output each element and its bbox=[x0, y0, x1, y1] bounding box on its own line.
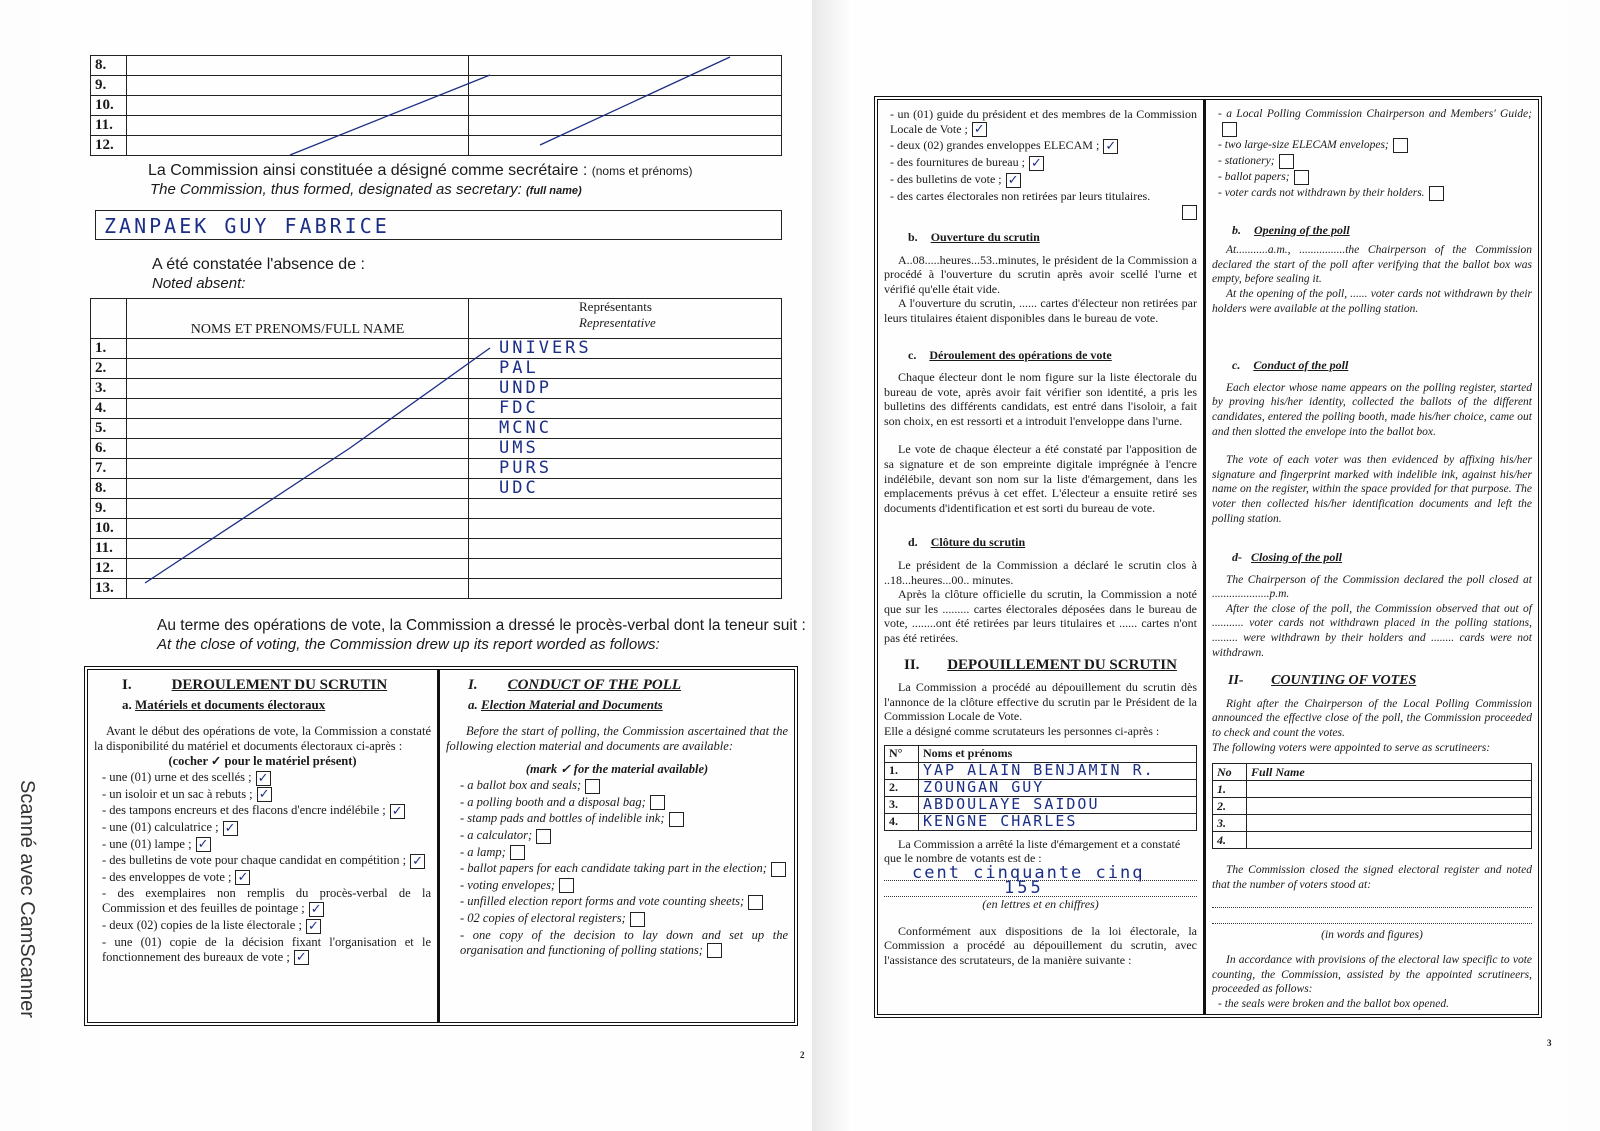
checkbox[interactable] bbox=[650, 795, 665, 810]
table-row: 4. KENGNE CHARLES bbox=[885, 813, 1197, 830]
material-item: - voter cards not withdrawn by their holders. bbox=[1218, 186, 1532, 201]
right-fr-column: - un (01) guide du président et des membres de la Commission Locale de Vote ; ✓ - deux (02) grandes enveloppes ELECAM ; ✓ - des fournitures de bureau ; ✓ - des bulletins de vote ; ✓ - des cartes électorales non retirées par leurs titulaires. b. Ouverture du scrutin A..08.....heures...53..minutes, le président de la Commission a procédé à l'ouverture du scrutin après avoir scellé l'urne et vérifié qu'elle était vide. A l'ouverture du scrutin, ...... cartes d'électeur non retirées par leurs titulaires étaient disponibles dans le bureau de vote. c. Déroulement des opérations de vote Chaque électeur dont le nom figure sur la liste électorale du bureau de vote, après avoir fait vérifier son identité, a pris les bulletins des différents candidats, est entré dans l'isoloir, a fait son choix, en est ressorti et a introduit l'enveloppe dans l'urne. Le vote de chaque électeur a été constaté par l'apposition de sa signature et de son empreinte digitale imprégnée à l'encre indélébile, devant son nom sur la liste d'émargement, dans les emplacements prévus à cet effet. L'électeur a ensuite retiré ses documents d'identification et est sorti du bureau de vote. d. Clôture du scrutin Le président de la Commission a déclaré le scrutin clos à ..18...heures...00.. minutes. Après la clôture officielle du scrutin, la Commission a noté que sur les ......... cartes électorales déposées dans le bureau de vote, ........ont été retirées par leurs titulaires et ...... cartes n'ont pas été retirées. II. DEPOUILLEMENT DU SCRUTIN La Commission a procédé au dépouillement du scrutin dès l'annonce de la clôture effective du scrutin par le Président de la Commission Locale de Vote. Elle a désigné comme scrutateurs les personnes ci-après : N° Noms et prénoms 1. YAP ALAIN BENJAMIN R. 2. ZOUNGAN GUY 3. ABDOULAYE SAIDOU 4. KENGNE CHARLES La Commission a arrêté la liste d'émargement et a constaté que le nombre de votants est de : cent cinquante cinq 155 (en lettres et en chiffres) Conformément aux dispositions de la loi électorale, la Commission a procédé au dépouillement du scrutin, avec l'assistance des scrutateurs, de la manière suivante : bbox=[878, 100, 1206, 1014]
right-page bbox=[852, 0, 1567, 1131]
table-row: 12. bbox=[91, 559, 782, 579]
absent-strike-line bbox=[90, 338, 782, 590]
voters-figure: 155 bbox=[884, 881, 1197, 897]
checkbox[interactable]: ✓ bbox=[257, 787, 272, 802]
table-row: 3. ABDOULAYE SAIDOU bbox=[885, 796, 1197, 813]
material-item: - one copy of the decision to lay down and set up the organisation and functioning of polling stations; bbox=[460, 927, 788, 957]
checkbox[interactable] bbox=[536, 829, 551, 844]
material-item: - unfilled election report forms and vote counting sheets; bbox=[460, 894, 788, 910]
table-row: 2. ZOUNGAN GUY bbox=[885, 779, 1197, 796]
checkbox[interactable]: ✓ bbox=[972, 122, 987, 137]
table-row: 1. YAP ALAIN BENJAMIN R. bbox=[885, 762, 1197, 779]
checkbox[interactable] bbox=[669, 812, 684, 827]
voters-words: cent cinquante cinq bbox=[884, 866, 1197, 882]
checkbox[interactable] bbox=[771, 862, 786, 877]
checkbox[interactable]: ✓ bbox=[1006, 173, 1021, 188]
checkbox[interactable]: ✓ bbox=[390, 804, 405, 819]
section-i-en: I. CONDUCT OF THE POLL a. Election Material and Documents Before the start of polling, the Commission ascertained that the following election material and documents are available: (mark ✓ for the material available) - a ballot box and seals; - a polling booth and a disposal bag; - stamp pads and bottles of indelible ink; - a calculator; - a lamp; - ballot papers for each candidate taking part in the election; - voting envelopes; - unfilled election report forms and vote counting sheets; - 02 copies of electoral registers; - one copy of the decision to lay down and set up the organisation and functioning of polling stations; bbox=[446, 677, 788, 957]
table-row: 11. bbox=[91, 539, 782, 559]
page-fold bbox=[812, 0, 852, 1131]
checkbox[interactable]: ✓ bbox=[223, 821, 238, 836]
material-item: - une (01) copie de la décision fixant l'organisation et le fonctionnement des bureaux de vote ; ✓ bbox=[102, 934, 431, 965]
col-name-header: NOMS ET PRENOMS/FULL NAME bbox=[127, 299, 469, 339]
table-row: 11. bbox=[91, 116, 782, 136]
absent-label-en: Noted absent: bbox=[152, 275, 246, 292]
checkbox[interactable] bbox=[707, 943, 722, 958]
material-item: - ballot papers; bbox=[1218, 170, 1532, 185]
checkbox[interactable]: ✓ bbox=[235, 870, 250, 885]
camscanner-watermark: Scanné avec CamScanner bbox=[16, 780, 38, 1018]
checkbox[interactable] bbox=[748, 895, 763, 910]
scrutineers-table-fr: N° Noms et prénoms 1. YAP ALAIN BENJAMIN R. 2. ZOUNGAN GUY 3. ABDOULAYE SAIDOU 4. KENGNE CHARLES bbox=[884, 745, 1197, 831]
material-item: - des exemplaires non remplis du procès-verbal de la Commission et des feuilles de pointage ; ✓ bbox=[102, 886, 431, 916]
strike-lines bbox=[90, 55, 782, 161]
close-text-en: At the close of voting, the Commission drew up its report worded as follows: bbox=[157, 636, 660, 653]
material-item: - two large-size ELECAM envelopes; bbox=[1218, 138, 1532, 153]
table-row: 13. bbox=[91, 579, 782, 599]
checkbox[interactable] bbox=[1429, 186, 1444, 201]
table-row: 5. MCNC bbox=[91, 419, 782, 439]
table-row: 3. bbox=[1213, 815, 1532, 832]
material-item: - une (01) urne et des scellés ; ✓ bbox=[102, 770, 431, 786]
table-row: 6. UMS bbox=[91, 439, 782, 459]
absent-label-fr: A été constatée l'absence de : bbox=[152, 256, 365, 273]
table-row: 9. bbox=[91, 499, 782, 519]
material-item: - a calculator; bbox=[460, 828, 788, 844]
material-item: - 02 copies of electoral registers; bbox=[460, 911, 788, 927]
table-row: 3. UNDP bbox=[91, 379, 782, 399]
checkbox[interactable] bbox=[559, 878, 574, 893]
table-row: 12. bbox=[91, 136, 782, 156]
table-row: 1. UNIVERS bbox=[91, 339, 782, 359]
table-row: 2. bbox=[1213, 798, 1532, 815]
close-text-fr: Au terme des opérations de vote, la Commission a dressé le procès-verbal dont la teneur suit : bbox=[157, 617, 806, 634]
representative-cell: FDC bbox=[469, 399, 782, 419]
table-row: 8. bbox=[91, 56, 782, 76]
material-item: - stamp pads and bottles of indelible ink; bbox=[460, 811, 788, 827]
table-row: 4. bbox=[1213, 832, 1532, 849]
material-item: - des bulletins de vote ; ✓ bbox=[890, 172, 1197, 188]
checkbox[interactable]: ✓ bbox=[294, 950, 309, 965]
section-i-fr: I. DEROULEMENT DU SCRUTIN a. Matériels et documents électoraux Avant le début des opérations de vote, la Commission a constaté la disponibilité du matériel et documents électoraux ci-après : (cocher ✓ pour le matériel présent) - une (01) urne et des scellés ; ✓ - un isoloir et un sac à rebuts ; ✓ - des tampons encreurs et des flacons d'encre indélébile ; ✓ - une (01) calculatrice ; ✓ - une (01) lampe ; ✓ - des bulletins de vote pour chaque candidat en compétition ; ✓ - des enveloppes de vote ; ✓ - des exemplaires non remplis du procès-verbal de la Commission et des feuilles de pointage ; ✓ - deux (02) copies de la liste électorale ; ✓ - une (01) copie de la décision fixant l'organisation et le fonctionnement des bureaux de vote ; ✓ bbox=[88, 670, 440, 1022]
checkbox[interactable]: ✓ bbox=[196, 837, 211, 852]
checkbox[interactable]: ✓ bbox=[1103, 139, 1118, 154]
table-row: 8. UDC bbox=[91, 479, 782, 499]
checkbox[interactable]: ✓ bbox=[256, 771, 271, 786]
checkbox[interactable] bbox=[1294, 170, 1309, 185]
material-item: - ballot papers for each candidate taking part in the election; bbox=[460, 861, 788, 877]
page-number: 3 bbox=[1547, 1038, 1552, 1048]
checkbox[interactable]: ✓ bbox=[1029, 156, 1044, 171]
checkbox[interactable] bbox=[1182, 205, 1197, 220]
material-item: - des cartes électorales non retirées par leurs titulaires. bbox=[890, 188, 1151, 203]
material-item: - des bulletins de vote pour chaque candidat en compétition ; ✓ bbox=[102, 853, 431, 869]
secretary-label-fr: La Commission ainsi constituée a désigné comme secrétaire : (noms et prénoms) bbox=[148, 162, 693, 179]
table-row: 9. bbox=[91, 76, 782, 96]
material-item: - deux (02) copies de la liste électorale ; ✓ bbox=[102, 918, 431, 934]
material-item: - un isoloir et un sac à rebuts ; ✓ bbox=[102, 787, 431, 803]
checkbox[interactable] bbox=[1393, 138, 1408, 153]
representative-cell: UNDP bbox=[469, 379, 782, 399]
representative-cell: PAL bbox=[469, 359, 782, 379]
scrutineers-table-en: No Full Name 1. 2. 3. 4. bbox=[1212, 763, 1532, 849]
col-rep-header: Représentants Representative bbox=[469, 299, 782, 339]
checkbox[interactable]: ✓ bbox=[309, 902, 324, 917]
section-i-box bbox=[84, 666, 798, 1026]
material-item: - des fournitures de bureau ; ✓ bbox=[890, 155, 1197, 171]
secretary-label-en: The Commission, thus formed, designated as secretary: (full name) bbox=[150, 181, 582, 198]
right-en-column: - a Local Polling Commission Chairperson and Members' Guide; - two large-size ELECAM envelopes; - stationery; - ballot papers; - voter cards not withdrawn by their holders. b. Opening of the poll At...........a.m., ................the Chairperson of the Commission declared the start of the poll after verifying that the ballot box was empty, before sealing it. At the opening of the poll, ...... voter cards not withdrawn by their holders were available at the polling station. c. Conduct of the poll Each elector whose name appears on the polling register, started by proving his/her identity, collected the ballots of the different candidates, entered the polling booth, made his/her choice, came out and then slotted the envelope into the ballot box. The vote of each voter was then evidenced by affixing his/her signature and fingerprint marked with indelible ink, against his/her name on the register, within the space provided for that purpose. The voter then collected his/her identification documents and left the polling station. d- Closing of the poll The Chairperson of the Commission declared the poll closed at ....................p.m. After the close of the poll, the Commission observed that out of ........... voter cards not withdrawn placed in the polling stations, ......... were withdrawn by their holders and ........ cards were not withdrawn. II- COUNTING OF VOTES Right after the Chairperson of the Local Polling Commission announced the effective close of the poll, the Commission proceeded to check and count the votes. The following voters were appointed to serve as scrutineers: No Full Name 1. 2. 3. 4. The Commission closed the signed electoral register and noted that the number of voters stood at: (in words and figures) In accordance with provisions of the electoral law specific to vote counting, the Commission, assisted by the appointed scrutineers, proceeded as follows: - the seals were broken and the ballot box opened. bbox=[1212, 108, 1532, 1010]
checkbox[interactable] bbox=[585, 779, 600, 794]
material-item: - deux (02) grandes enveloppes ELECAM ; ✓ bbox=[890, 138, 1197, 154]
material-item: - a lamp; bbox=[460, 845, 788, 861]
checkbox[interactable] bbox=[1222, 122, 1237, 137]
right-box bbox=[874, 96, 1542, 1018]
table-row: 1. bbox=[1213, 781, 1532, 798]
table-row: 10. bbox=[91, 96, 782, 116]
material-item: - un (01) guide du président et des membres de la Commission Locale de Vote ; ✓ bbox=[890, 107, 1197, 137]
table-row: 7. PURS bbox=[91, 459, 782, 479]
secretary-name-field: ZANPAEK GUY FABRICE bbox=[95, 210, 782, 240]
material-item: - stationery; bbox=[1218, 154, 1532, 169]
material-item: - une (01) calculatrice ; ✓ bbox=[102, 820, 431, 836]
left-page bbox=[40, 0, 810, 1131]
checkbox[interactable] bbox=[1279, 154, 1294, 169]
representative-cell: PURS bbox=[469, 459, 782, 479]
material-item: - des tampons encreurs et des flacons d'encre indélébile ; ✓ bbox=[102, 803, 431, 819]
representative-cell: UDC bbox=[469, 479, 782, 499]
page-number: 2 bbox=[800, 1050, 805, 1060]
representative-cell: UMS bbox=[469, 439, 782, 459]
material-item: - voting envelopes; bbox=[460, 878, 788, 894]
material-item: - une (01) lampe ; ✓ bbox=[102, 837, 431, 853]
table-row: 2. PAL bbox=[91, 359, 782, 379]
material-item: - a polling booth and a disposal bag; bbox=[460, 795, 788, 811]
material-item: - a Local Polling Commission Chairperson and Members' Guide; bbox=[1218, 107, 1532, 137]
checkbox[interactable]: ✓ bbox=[410, 854, 425, 869]
material-item: - des enveloppes de vote ; ✓ bbox=[102, 870, 431, 886]
checkbox[interactable] bbox=[630, 912, 645, 927]
checkbox[interactable]: ✓ bbox=[306, 919, 321, 934]
table-row: 10. bbox=[91, 519, 782, 539]
material-item: - a ballot box and seals; bbox=[460, 778, 788, 794]
table-row: 4. FDC bbox=[91, 399, 782, 419]
representative-cell: UNIVERS bbox=[469, 339, 782, 359]
checkbox[interactable] bbox=[510, 845, 525, 860]
representative-cell: MCNC bbox=[469, 419, 782, 439]
